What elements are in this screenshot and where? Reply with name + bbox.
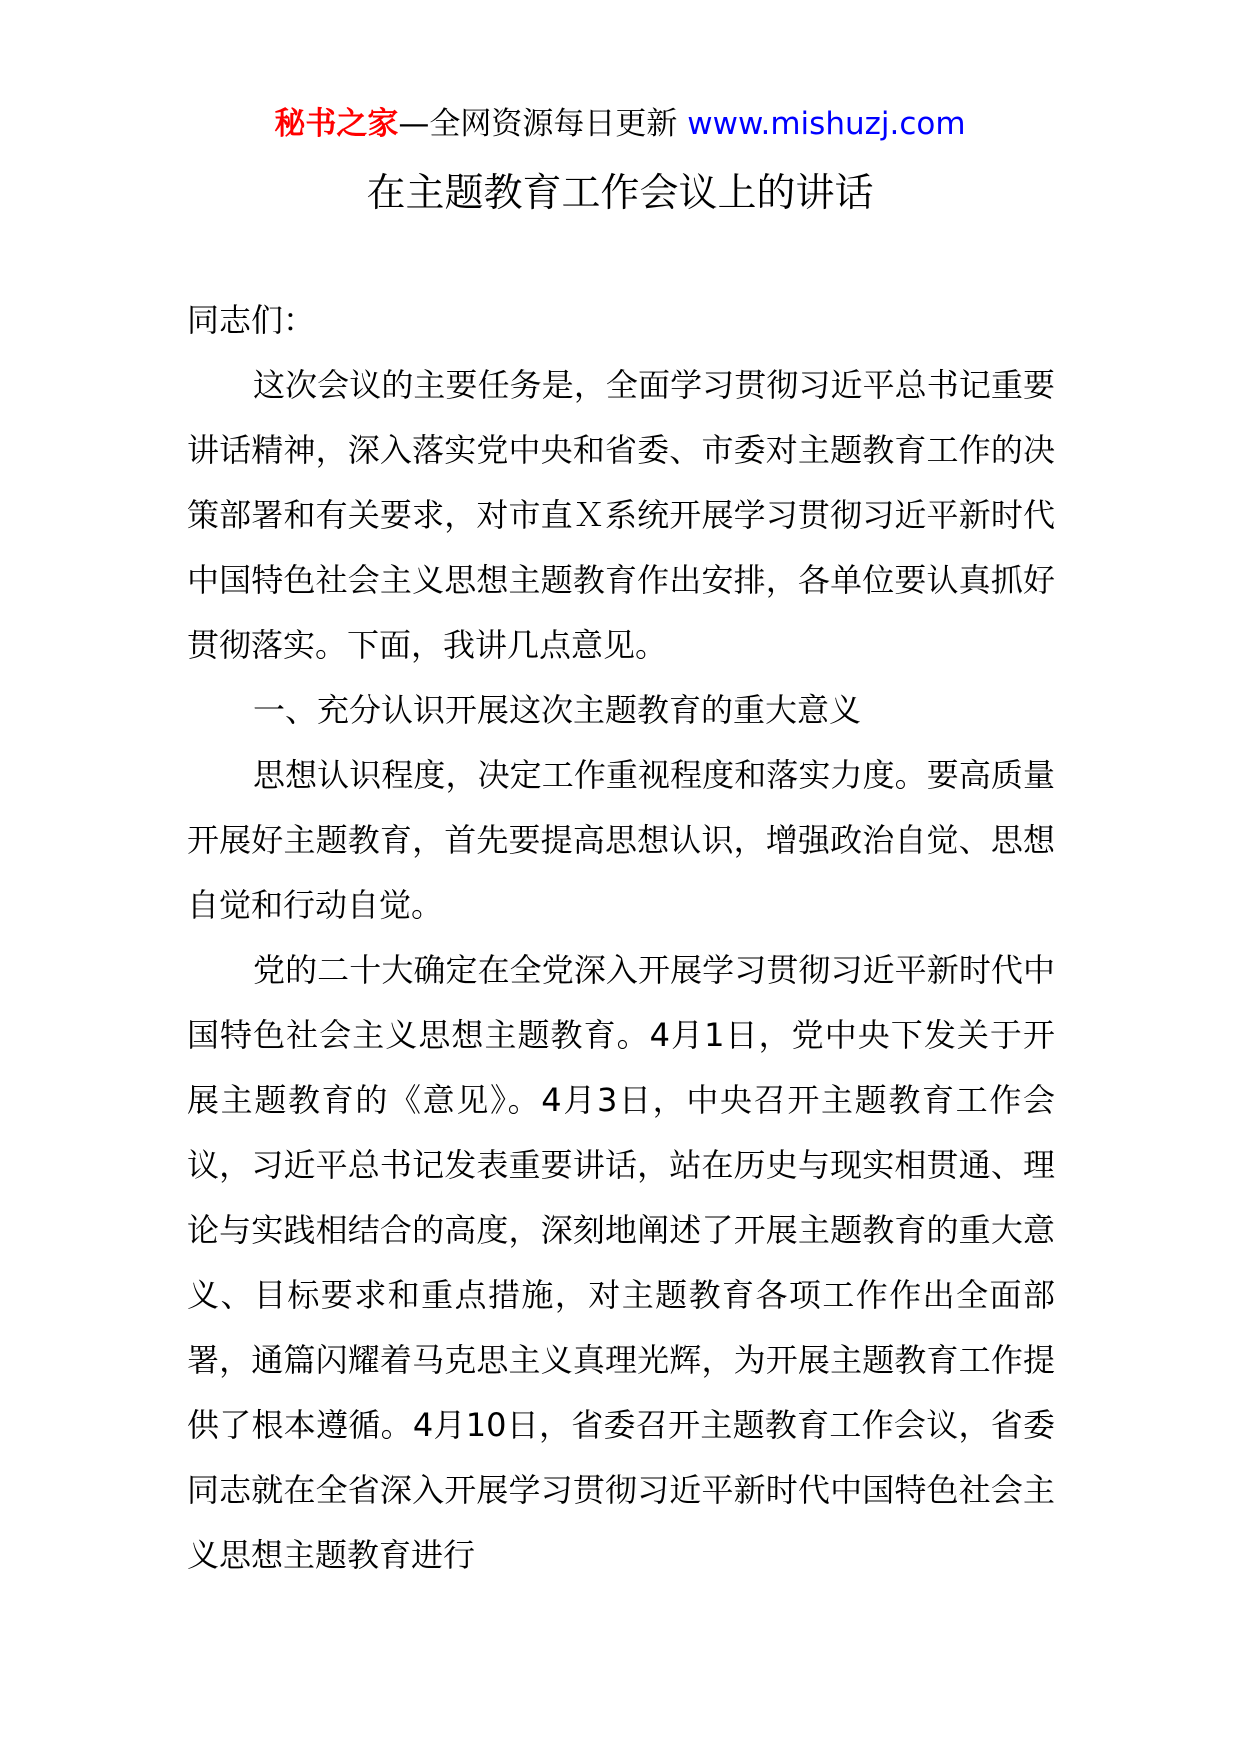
header-tagline: —全网资源每日更新: [398, 106, 688, 142]
site-url-link[interactable]: www.mishuzj.com: [687, 106, 966, 142]
paragraph-intro: 这次会议的主要任务是，全面学习贯彻习近平总书记重要讲话精神，深入落实党中央和省委、市委对主题教育工作的决策部署和有关要求，对市直Ｘ系统开展学习贯彻习近平新时代中国特色社会主义思想主题教育作出安排，各单位要认真抓好贯彻落实。下面，我讲几点意见。: [187, 366, 1055, 664]
document-body: [187, 288, 1055, 1588]
section-heading-1: 一、充分认识开展这次主题教育的重大意义: [253, 691, 862, 729]
header-banner: [0, 100, 1240, 148]
paragraph-awareness: 思想认识程度，决定工作重视程度和落实力度。要高质量开展好主题教育，首先要提高思想认识，增强政治自觉、思想自觉和行动自觉。: [187, 756, 1055, 924]
paragraph-background: 党的二十大确定在全党深入开展学习贯彻习近平新时代中国特色社会主义思想主题教育。4月1日，党中央下发关于开展主题教育的《意见》。4月3日，中央召开主题教育工作会议，习近平总书记发表重要讲话，站在历史与现实相贯通、理论与实践相结合的高度，深刻地阐述了开展主题教育的重大意义、目标要求和重点措施，对主题教育各项工作作出全面部署，通篇闪耀着马克思主义真理光辉，为开展主题教育工作提供了根本遵循。4月10日，省委召开主题教育工作会议，省委同志就在全省深入开展学习贯彻习近平新时代中国特色社会主义思想主题教育进行: [187, 951, 1055, 1574]
brand-name: 秘书之家: [274, 106, 399, 142]
document-title: 在主题教育工作会议上的讲话: [366, 171, 874, 216]
salutation: 同志们：: [187, 301, 316, 339]
